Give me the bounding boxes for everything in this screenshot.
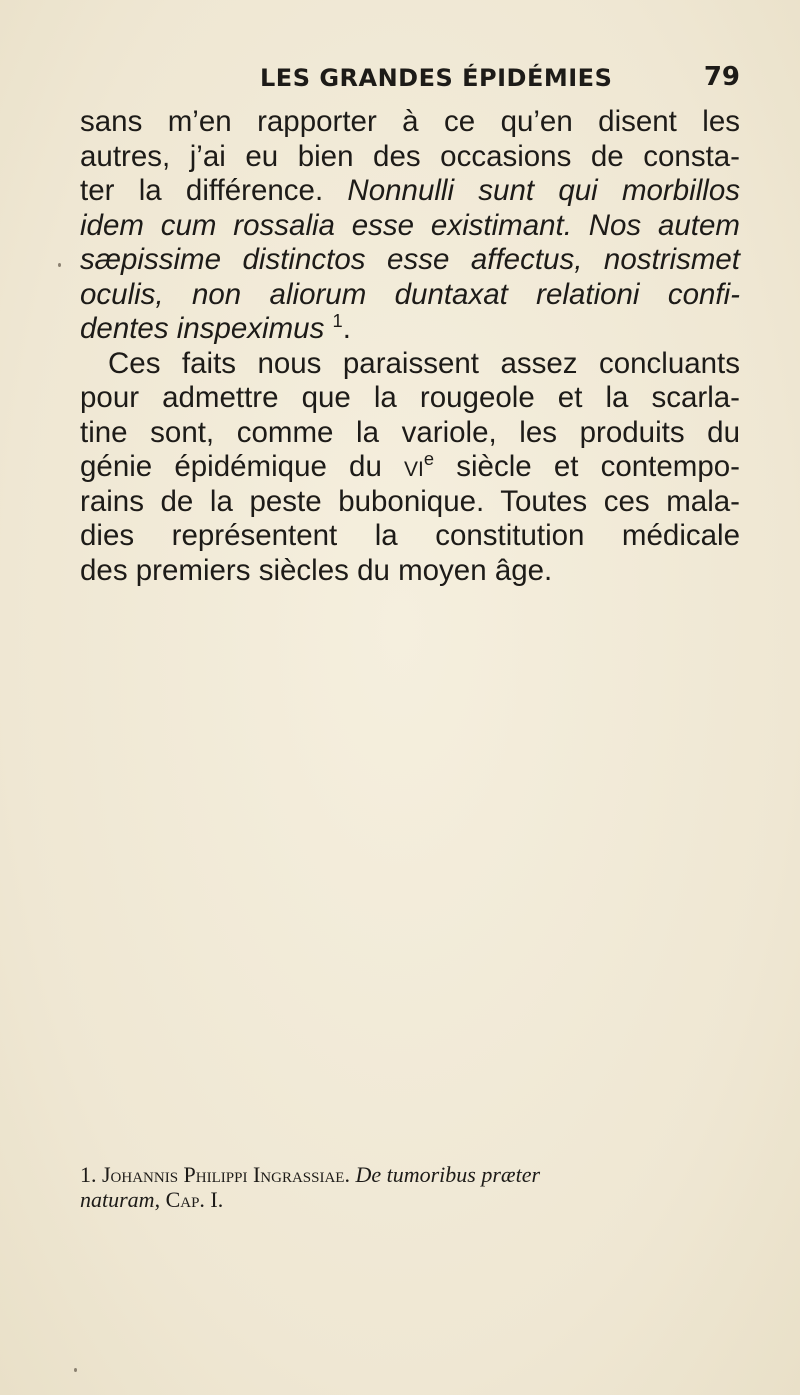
latin-quote-line: oculis, non aliorum duntaxat relationi confi- xyxy=(80,277,740,311)
footnote-title: De tumoribus præter xyxy=(355,1162,541,1187)
footnote xyxy=(80,1162,740,1212)
paper-speck xyxy=(74,1368,77,1372)
text-roman: siècle et contempo- xyxy=(434,450,740,483)
text-roman: génie épidémique du xyxy=(80,450,405,483)
footnote-chapter-number: . I. xyxy=(199,1187,224,1212)
text-line: tine sont, comme la variole, les produits du xyxy=(80,415,740,449)
page-number: 79 xyxy=(703,62,740,92)
text-line: autres, j’ai eu bien des occasions de consta- xyxy=(80,139,740,173)
text-line: dies représentent la constitution médicale xyxy=(80,519,740,552)
text-line xyxy=(80,312,740,347)
text-roman: ter la différence. xyxy=(80,174,348,207)
footnote-punctuation: , xyxy=(154,1187,166,1212)
text-line: des premiers siècles du moyen âge. xyxy=(80,553,553,587)
paper-speck xyxy=(58,263,61,267)
century-numeral: vi xyxy=(404,450,424,483)
footnote-author: Johannis Philippi Ingrassiae xyxy=(102,1162,345,1187)
latin-quote: dentes inspeximus xyxy=(80,312,325,345)
page-header xyxy=(80,60,740,100)
text-line: sans m’en rapporter à ce qu’en disent les xyxy=(80,105,740,138)
main-text xyxy=(80,105,740,588)
footnote-punctuation: . xyxy=(344,1162,356,1187)
running-title: LES GRANDES ÉPIDÉMIES xyxy=(260,64,613,92)
footnote-line xyxy=(80,1162,740,1187)
text-line xyxy=(80,450,740,485)
ordinal-suffix: e xyxy=(423,448,435,470)
latin-quote: Nonnulli sunt qui morbillos xyxy=(347,174,740,207)
text-line: pour admettre que la rougeole et la scarla- xyxy=(80,381,740,414)
text-line xyxy=(80,174,740,209)
footnote-number: 1. xyxy=(80,1162,102,1187)
text-roman: . xyxy=(342,312,351,345)
text-line: rains de la peste bubonique. Toutes ces mala- xyxy=(80,484,740,518)
footnote-title: naturam xyxy=(80,1187,155,1212)
latin-quote-line: idem cum rossalia esse existimant. Nos autem xyxy=(80,208,740,242)
text-line: Ces faits nous paraissent assez concluants xyxy=(108,346,740,380)
footnote-reference[interactable]: 1 xyxy=(332,310,343,332)
footnote-line xyxy=(80,1187,740,1212)
latin-quote-line: sæpissime distinctos esse affectus, nostrismet xyxy=(80,243,740,276)
footnote-chapter: Cap xyxy=(165,1187,200,1212)
